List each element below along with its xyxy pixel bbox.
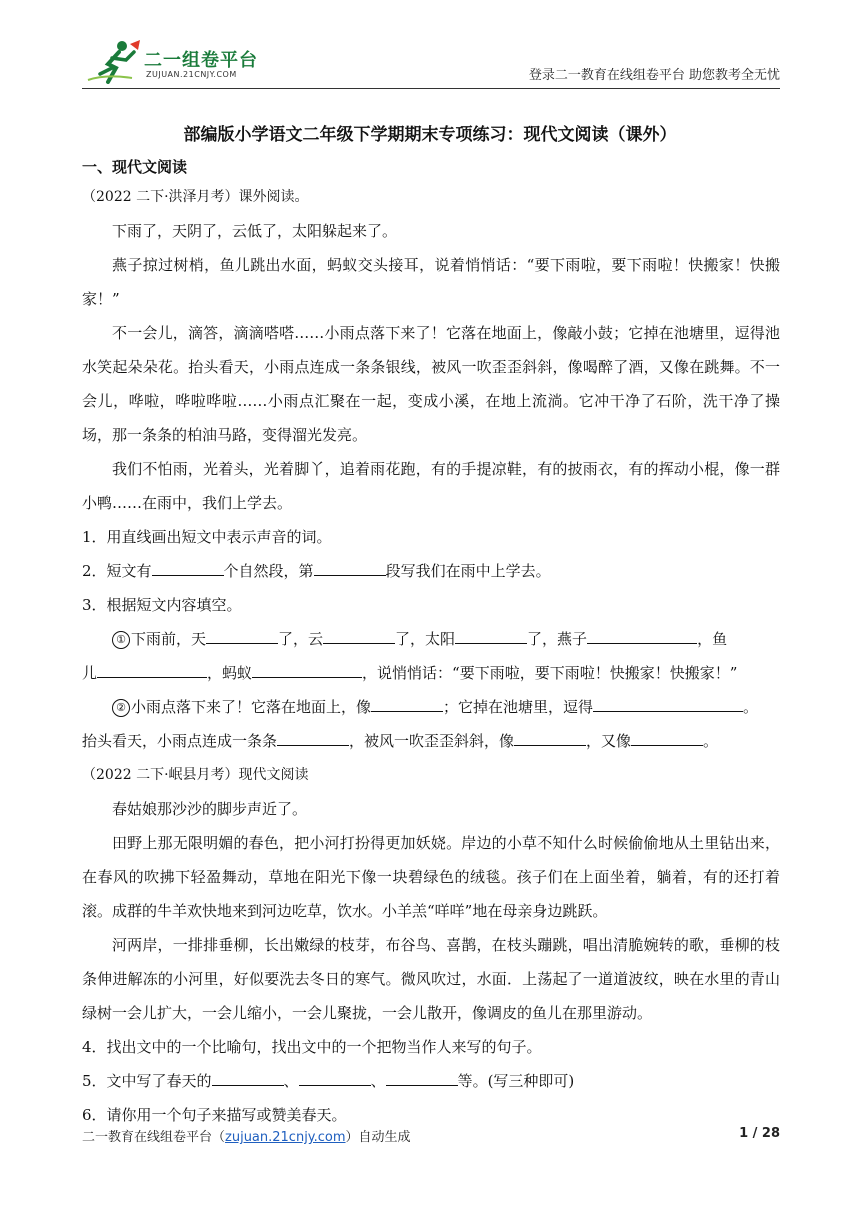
question-2	[82, 554, 780, 588]
passage1-source: （2022 二下·洪泽月考）课外阅读。	[82, 189, 309, 205]
q3-item-2-line-2	[82, 724, 780, 758]
q3-blank-like-2[interactable]	[631, 727, 703, 746]
q3-blank-lines[interactable]	[277, 727, 349, 746]
document-body	[82, 180, 780, 1132]
page-title: 部编版小学语文二年级下学期期末专项练习：现代文阅读（课外）	[183, 125, 677, 145]
q3-blank-ant[interactable]	[252, 659, 362, 678]
question-6: 6．请你用一个句子来描写或赞美春天。	[82, 1106, 347, 1124]
runner-logo-icon	[86, 38, 142, 84]
question-3: 3．根据短文内容填空。	[82, 596, 242, 614]
q3-text: 下雨前，天	[131, 630, 207, 648]
q5-blank-2[interactable]	[299, 1067, 371, 1086]
site-logo[interactable]	[86, 38, 286, 84]
passage2-source: （2022 二下·岷县月考）现代文阅读	[82, 767, 309, 783]
q3-text: 。	[703, 732, 719, 750]
q5-blank-3[interactable]	[386, 1067, 458, 1086]
q3-text: 抬头看天，小雨点连成一条条	[82, 732, 278, 750]
logo-title: 二一组卷平台	[144, 50, 258, 71]
passage2-paragraph-2: 田野上那无限明媚的春色，把小河打扮得更加妖娆。岸边的小草不知什么时候偷偷地从土里钻出来，在春风的吹拂下轻盈舞动，草地在阳光下像一块碧绿色的绒毯。孩子们在上面坐着，躺着，有的还打着滚。成群的牛羊欢快地来到河边吃草，饮水。小羊羔“咩咩”地在母亲身边跳跃。	[82, 834, 780, 920]
q3-text: ，鱼	[697, 630, 728, 648]
q3-blank-fish[interactable]	[97, 659, 207, 678]
q5-blank-1[interactable]	[212, 1067, 284, 1086]
page-number: 1 / 28	[739, 1126, 780, 1141]
page-header	[82, 36, 780, 86]
q3-text: 了，燕子	[527, 630, 588, 648]
q3-blank-like-1[interactable]	[514, 727, 586, 746]
q3-blank-pond[interactable]	[593, 693, 743, 712]
logo-subtitle: ZUJUAN.21CNJY.COM	[146, 70, 237, 79]
q3-text: ，又像	[586, 732, 632, 750]
question-1: 1．用直线画出短文中表示声音的词。	[82, 528, 332, 546]
item-number-1: ①	[112, 631, 130, 649]
q5-text: 、	[283, 1072, 299, 1090]
q3-text: 了，太阳	[395, 630, 456, 648]
q3-text: 儿	[82, 664, 98, 682]
q5-text: 、	[370, 1072, 386, 1090]
q3-blank-sun[interactable]	[455, 625, 527, 644]
passage1-paragraph-2: 燕子掠过树梢，鱼儿跳出水面，蚂蚁交头接耳，说着悄悄话：“要下雨啦，要下雨啦！快搬家！快搬家！”	[82, 256, 780, 308]
q3-item-1-line-2	[82, 656, 780, 690]
q3-text: ；它掉在池塘里，逗得	[443, 698, 594, 716]
footer-text: 二一教育在线组卷平台（	[82, 1130, 226, 1145]
passage1-paragraph-3: 不一会儿，滴答，滴滴嗒嗒……小雨点落下来了！它落在地面上，像敲小鼓；它掉在池塘里，逗得池水笑起朵朵花。抬头看天，小雨点连成一条条银线，被风一吹歪歪斜斜，像喝醉了酒，又像在跳舞。不一会儿，哗啦，哗啦哗啦……小雨点汇聚在一起，变成小溪，在地上流淌。它冲干净了石阶，洗干净了操场，那一条条的柏油马路，变得溜光发亮。	[82, 324, 780, 444]
q3-text: 小雨点落下来了！它落在地面上，像	[131, 698, 372, 716]
header-divider	[82, 88, 780, 89]
q3-blank-sky[interactable]	[206, 625, 278, 644]
passage1-paragraph-4: 我们不怕雨，光着头，光着脚丫，追着雨花跑，有的手提凉鞋，有的披雨衣，有的挥动小棍，像一群小鸭……在雨中，我们上学去。	[82, 460, 780, 512]
footer-site-link[interactable]: zujuan.21cnjy.com	[225, 1130, 346, 1145]
footer-generator-note	[82, 1126, 411, 1145]
question-4: 4．找出文中的一个比喻句，找出文中的一个把物当作人来写的句子。	[82, 1038, 542, 1056]
passage2-paragraph-1: 春姑娘那沙沙的脚步声近了。	[112, 800, 308, 818]
q3-item-2-line-1	[82, 690, 780, 724]
q5-text: 等。(写三种即可)	[457, 1072, 575, 1090]
q3-text: ，蚂蚁	[207, 664, 253, 682]
q2-text-a: 2．短文有	[82, 562, 152, 580]
q2-text-b: 个自然段，第	[223, 562, 314, 580]
q3-blank-cloud[interactable]	[323, 625, 395, 644]
section-heading: 一、现代文阅读	[82, 158, 188, 176]
q5-text: 5．文中写了春天的	[82, 1072, 212, 1090]
q3-text: ，被风一吹歪歪斜斜，像	[349, 732, 515, 750]
q3-item-1-line-1	[82, 622, 780, 656]
q2-blank-2[interactable]	[314, 557, 386, 576]
q3-blank-swallow[interactable]	[587, 625, 697, 644]
q2-text-c: 段写我们在雨中上学去。	[385, 562, 551, 580]
q3-blank-ground[interactable]	[371, 693, 443, 712]
q2-blank-1[interactable]	[152, 557, 224, 576]
footer-text: ）自动生成	[345, 1130, 411, 1145]
q3-text: 了，云	[278, 630, 324, 648]
q3-text: ，说悄悄话：“要下雨啦，要下雨啦！快搬家！快搬家！”	[362, 664, 738, 682]
header-slogan: 登录二一教育在线组卷平台 助您教考全无忧	[528, 68, 780, 83]
passage2-paragraph-3: 河两岸，一排排垂柳，长出嫩绿的枝芽，布谷鸟、喜鹊，在枝头蹦跳，唱出清脆婉转的歌，垂柳的枝条伸进解冻的小河里，好似要洗去冬日的寒气。微风吹过，水面．上荡起了一道道波纹，映在水里的青山绿树一会儿扩大，一会儿缩小，一会儿聚拢，一会儿散开，像调皮的鱼儿在那里游动。	[82, 936, 780, 1022]
question-5	[82, 1064, 780, 1098]
passage1-paragraph-1: 下雨了，天阴了，云低了，太阳躲起来了。	[112, 222, 398, 240]
item-number-2: ②	[112, 699, 130, 717]
q3-text: 。	[743, 698, 759, 716]
